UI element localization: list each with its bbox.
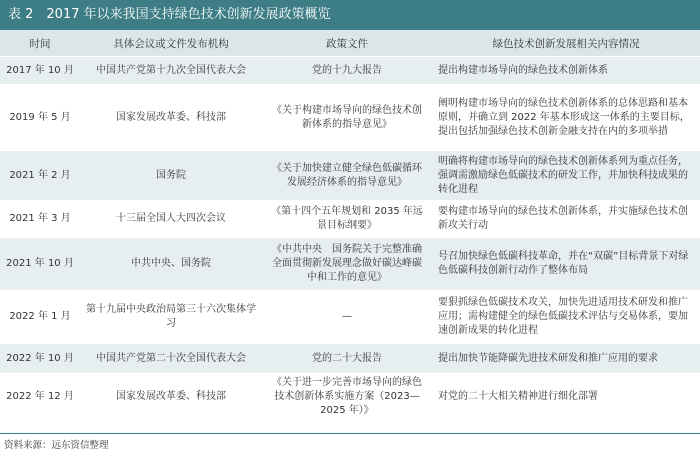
cell-doc: 《关于加快建立健全绿色低碳循环发展经济体系的指导意见》: [262, 151, 432, 201]
cell-content: 要狠抓绿色低碳技术攻关，加快先进适用技术研发和推广应用；需构建健全的绿色低碳技术评估与交易体系，要加速创新成果的转化进程: [432, 291, 700, 344]
cell-doc: 《中共中央 国务院关于完整准确全面贯彻新发展理念做好碳达峰碳中和工作的意见》: [262, 238, 432, 291]
table-row: [0, 374, 700, 421]
cell-time: 2022 年 12 月: [0, 374, 80, 421]
table-row: [0, 291, 700, 344]
source-note: 资料来源：远东资信整理: [4, 440, 109, 451]
header-doc: 政策文件: [262, 30, 432, 57]
cell-doc: 党的二十大报告: [262, 344, 432, 374]
cell-time: 2021 年 2 月: [0, 151, 80, 201]
cell-time: 2017 年 10 月: [0, 57, 80, 85]
header-row: [0, 30, 700, 57]
cell-org: 中共中央、国务院: [80, 238, 262, 291]
cell-org: 第十九届中央政治局第三十六次集体学习: [80, 291, 262, 344]
table-row: [0, 151, 700, 201]
table-row: [0, 238, 700, 291]
cell-org: 国家发展改革委、科技部: [80, 85, 262, 151]
table-row: [0, 201, 700, 238]
cell-org: 中国共产党第十九次全国代表大会: [80, 57, 262, 85]
cell-org: 中国共产党第二十次全国代表大会: [80, 344, 262, 374]
cell-org: 十三届全国人大四次会议: [80, 201, 262, 238]
cell-doc: 《关于构建市场导向的绿色技术创新体系的指导意见》: [262, 85, 432, 151]
header-content: 绿色技术创新发展相关内容情况: [432, 30, 700, 57]
cell-time: 2019 年 5 月: [0, 85, 80, 151]
cell-doc: —: [262, 291, 432, 344]
cell-content: 提出加快节能降碳先进技术研发和推广应用的要求: [432, 344, 700, 374]
cell-time: 2021 年 3 月: [0, 201, 80, 238]
bottom-rule: [0, 433, 700, 434]
cell-content: 明确将构建市场导向的绿色技术创新体系列为重点任务，强调需激励绿色低碳技术的研发工作，并加快科技成果的转化进程: [432, 151, 700, 201]
table-row: [0, 344, 700, 374]
cell-time: 2021 年 10 月: [0, 238, 80, 291]
cell-time: 2022 年 1 月: [0, 291, 80, 344]
cell-content: 要构建市场导向的绿色技术创新体系，并实施绿色技术创新攻关行动: [432, 201, 700, 238]
cell-doc: 党的十九大报告: [262, 57, 432, 85]
header-org: 具体会议或文件发布机构: [80, 30, 262, 57]
cell-org: 国务院: [80, 151, 262, 201]
header-time: 时间: [0, 30, 80, 57]
table-title: 表 2 2017 年以来我国支持绿色技术创新发展政策概览: [0, 0, 700, 30]
policy-table: [0, 30, 700, 420]
table-row: [0, 85, 700, 151]
cell-content: 号召加快绿色低碳科技革命，并在“双碳”目标背景下对绿色低碳科技创新行动作了整体布局: [432, 238, 700, 291]
table-row: [0, 57, 700, 85]
cell-content: 对党的二十大相关精神进行细化部署: [432, 374, 700, 421]
cell-doc: 《第十四个五年规划和 2035 年远景目标纲要》: [262, 201, 432, 238]
cell-org: 国家发展改革委、科技部: [80, 374, 262, 421]
cell-doc: 《关于进一步完善市场导向的绿色技术创新体系实施方案（2023—2025 年）》: [262, 374, 432, 421]
cell-content: 提出构建市场导向的绿色技术创新体系: [432, 57, 700, 85]
cell-content: 阐明构建市场导向的绿色技术创新体系的总体思路和基本原则，并确立到 2022 年基本形成这一体系的主要目标，提出包括加强绿色技术创新金融支持在内的多项举措: [432, 85, 700, 151]
cell-time: 2022 年 10 月: [0, 344, 80, 374]
